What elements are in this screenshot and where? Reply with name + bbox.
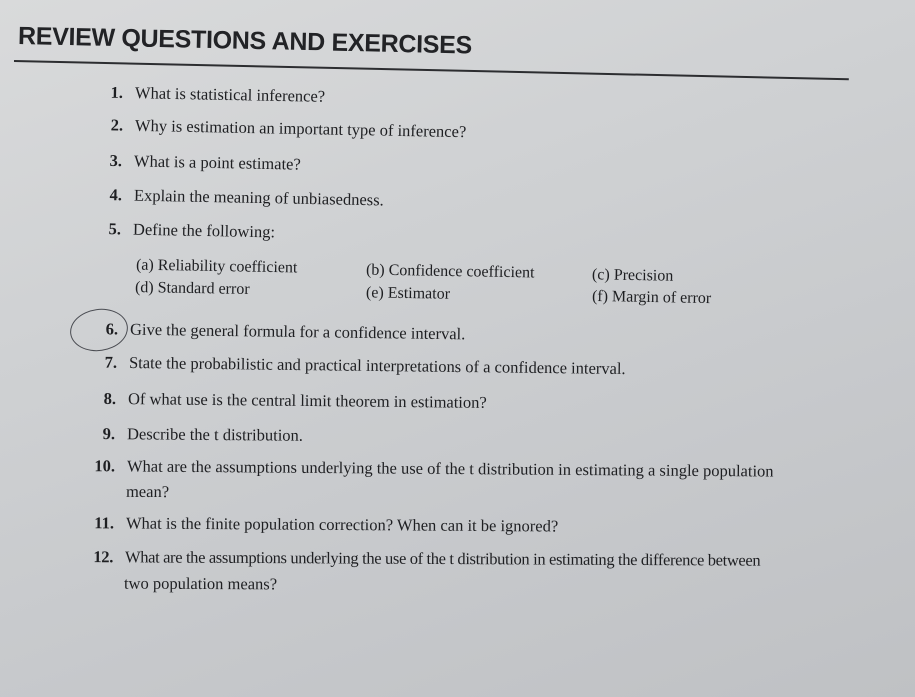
question-number: 8. [103, 388, 117, 408]
question-text: What is the finite population correction? When can it be ignored? [125, 513, 559, 536]
question-text: Describe the t distribution. [126, 424, 304, 445]
question-7 [104, 352, 626, 380]
question-text-line-1: What are the assumptions underlying the use of the t distribution in estimating a single population [126, 456, 774, 481]
question-10 [94, 455, 774, 482]
define-item-label: (a) [135, 256, 154, 274]
define-item-f [592, 287, 712, 309]
define-item-d [135, 278, 250, 300]
define-item-label: (b) [365, 261, 385, 279]
question-number: 2. [110, 115, 124, 135]
question-text: What is a point estimate? [133, 151, 301, 174]
question-text: What is statistical inference? [134, 83, 326, 106]
question-8 [103, 388, 487, 414]
question-10-continued [126, 481, 169, 503]
question-text: State the probabilistic and practical interpretations of a confidence interval. [128, 352, 626, 379]
question-4 [109, 185, 384, 212]
question-2 [110, 115, 467, 143]
question-number: 7. [104, 352, 118, 372]
question-number: 4. [109, 185, 123, 205]
question-6 [105, 319, 466, 346]
question-number: 11. [94, 513, 115, 533]
question-3 [109, 150, 301, 175]
question-text: Of what use is the central limit theorem in estimation? [127, 389, 487, 412]
heading-rule [14, 60, 849, 80]
question-text: Give the general formula for a confidence interval. [129, 319, 466, 344]
question-11 [94, 512, 559, 537]
define-item-b [366, 261, 535, 284]
define-item-text: Standard error [157, 279, 250, 298]
define-item-text: Precision [613, 266, 674, 285]
define-item-label: (c) [591, 266, 610, 284]
define-item-label: (f) [591, 287, 609, 306]
question-text: Explain the meaning of unbiasedness. [133, 185, 384, 210]
question-number: 6. [105, 319, 119, 339]
define-item-text: Margin of error [611, 288, 712, 308]
question-12-continued [124, 573, 277, 596]
define-item-c [592, 265, 674, 286]
question-number: 5. [108, 219, 122, 239]
question-1 [110, 82, 326, 108]
question-number: 12. [93, 547, 114, 567]
define-item-text: Estimator [387, 284, 451, 303]
question-5 [108, 219, 276, 244]
question-12 [93, 546, 761, 571]
define-item-label: (d) [134, 279, 154, 297]
define-item-e [366, 283, 450, 304]
question-text-line-2: mean? [125, 481, 170, 502]
question-text: Define the following: [132, 219, 276, 242]
define-item-text: Confidence coefficient [388, 261, 535, 282]
question-number: 3. [109, 150, 123, 171]
section-heading: REVIEW QUESTIONS AND EXERCISES [17, 22, 473, 60]
question-text: Why is estimation an important type of inference? [134, 115, 467, 142]
question-text-line-1: What are the assumptions underlying the use of the t distribution in estimating the difference between [124, 547, 761, 570]
question-number: 9. [102, 424, 116, 444]
question-text-line-2: two population means? [123, 573, 278, 594]
define-item-text: Reliability coefficient [157, 256, 298, 277]
question-number: 10. [94, 456, 116, 476]
define-item-label: (e) [365, 284, 384, 302]
question-number: 1. [110, 82, 124, 102]
question-9 [102, 423, 304, 447]
define-item-a [136, 256, 298, 279]
